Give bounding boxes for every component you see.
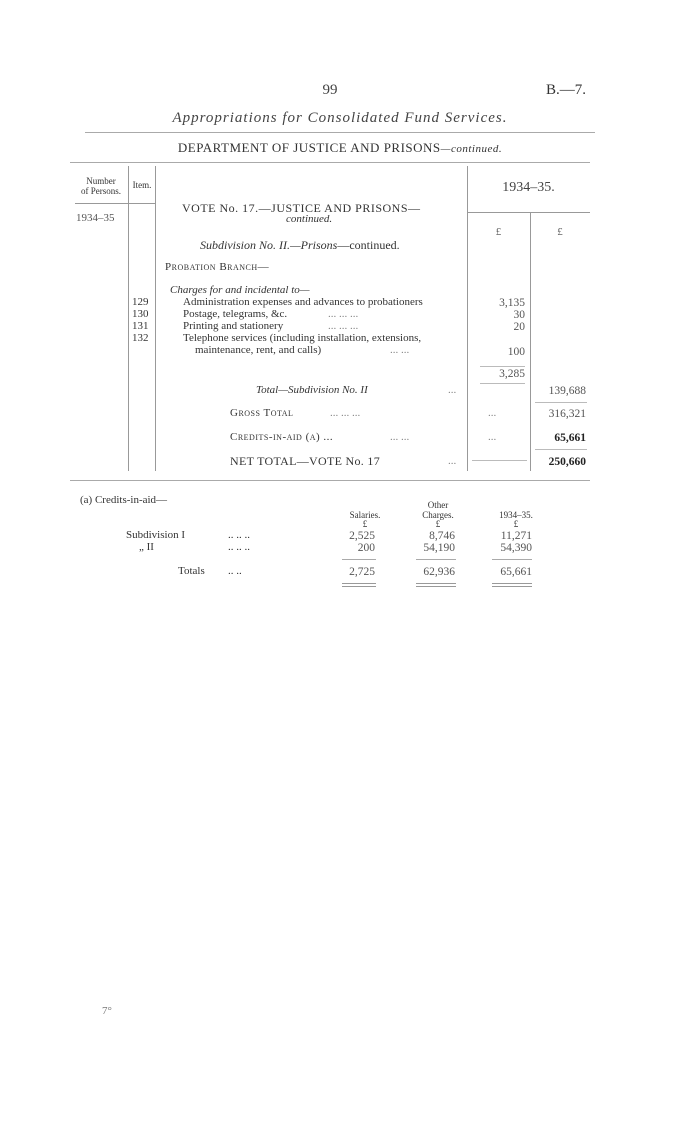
bottom-table-rule xyxy=(70,480,590,481)
footnote-pound: £ xyxy=(435,519,441,529)
pound-column-2: £ xyxy=(557,226,563,238)
pound-column-1: £ xyxy=(495,226,502,238)
persons-header-line1: Number xyxy=(86,176,116,186)
gross-total-value: 316,321 xyxy=(548,408,586,420)
footnote-col-other-line2: Charges. xyxy=(422,510,454,520)
dot-leader: ... xyxy=(488,431,497,443)
item-number: 131 xyxy=(132,320,149,332)
footnote-year-value: 54,390 xyxy=(500,542,532,554)
sum-rule xyxy=(480,366,525,367)
subdivision-suffix: —continued. xyxy=(337,238,400,252)
dot-leader: ... ... xyxy=(390,431,410,443)
item-description: Telephone services (including installation, extensions, xyxy=(183,332,422,344)
dot-leader: ... ... xyxy=(390,344,410,356)
footnote-salaries-total: 2,725 xyxy=(349,566,375,578)
branch-heading: Probation Branch— xyxy=(165,261,270,273)
item-description: Printing and stationery xyxy=(183,320,284,332)
item-description: Postage, telegrams, &c. xyxy=(183,308,288,320)
dot-leader: .. .. .. xyxy=(228,541,250,553)
item-header: Item. xyxy=(132,180,152,190)
persons-header-line2: of Persons. xyxy=(81,186,121,196)
footnote-year-value: 11,271 xyxy=(500,530,532,542)
footnote-other-value: 8,746 xyxy=(429,530,455,542)
footnote-rule xyxy=(342,559,376,560)
title-rule xyxy=(85,132,595,133)
net-rule-left xyxy=(472,460,527,461)
department-suffix: —continued. xyxy=(440,143,503,155)
department-heading xyxy=(0,140,680,156)
item-amount: 30 xyxy=(513,309,525,321)
footnote-col-year: 1934–35. xyxy=(499,510,533,520)
top-table-rule xyxy=(70,162,590,163)
footnote-col-salaries: Salaries. xyxy=(349,510,381,520)
footnote-rule xyxy=(492,559,532,560)
header-rule-left xyxy=(75,203,155,204)
footnote-year-total: 65,661 xyxy=(500,566,532,578)
document-reference: B.—7. xyxy=(546,82,587,98)
page-title: Appropriations for Consolidated Fund Services. xyxy=(172,110,508,126)
col-rule-persons xyxy=(128,166,129,471)
col-rule-amount xyxy=(530,213,531,471)
footnote-salaries-value: 2,525 xyxy=(349,530,375,542)
dot-leader: ... xyxy=(448,455,457,467)
item-description: Administration expenses and advances to probationers xyxy=(183,296,423,308)
printer-mark: 7° xyxy=(102,1005,112,1017)
net-total-value: 250,660 xyxy=(548,456,586,468)
gross-total-label: Gross Total xyxy=(230,407,294,419)
item-amount: 3,135 xyxy=(499,297,525,309)
year-header: 1934–35. xyxy=(502,180,555,195)
sum-rule-lower xyxy=(480,383,525,384)
footnote-pound: £ xyxy=(362,519,368,529)
dot-leader: ... ... ... xyxy=(328,320,359,332)
page-number: 99 xyxy=(322,82,338,98)
footnote-other-value: 54,190 xyxy=(423,542,455,554)
subdivision-name: Subdivision No. II.—Prisons xyxy=(200,238,338,252)
dot-leader: .. .. xyxy=(228,565,242,577)
credits-in-aid-label: Credits-in-aid (a) ... xyxy=(230,431,334,443)
item-amount: 100 xyxy=(507,346,525,358)
footnote-heading: (a) Credits-in-aid— xyxy=(80,494,168,506)
dot-leader: .. .. .. xyxy=(228,529,250,541)
col-rule-item xyxy=(155,166,156,471)
item-amount: 20 xyxy=(513,321,525,333)
subdivision-heading xyxy=(200,238,400,253)
dot-leader: ... ... ... xyxy=(330,407,361,419)
footnote-double-rule xyxy=(492,583,532,587)
footnote-rule xyxy=(416,559,456,560)
footnote-row-label: „ II xyxy=(139,541,154,553)
dot-leader: ... xyxy=(448,384,457,396)
dot-leader: ... ... ... xyxy=(328,308,359,320)
net-rule xyxy=(535,449,587,450)
subdivision-total-value: 139,688 xyxy=(548,385,586,397)
total-rule xyxy=(535,402,587,403)
subdivision-total-label: Total—Subdivision No. II xyxy=(256,384,368,396)
charges-heading: Charges for and incidental to— xyxy=(170,284,310,296)
dot-leader: ... xyxy=(488,407,497,419)
department-name: DEPARTMENT OF JUSTICE AND PRISONS xyxy=(177,140,441,155)
persons-header xyxy=(75,176,127,196)
footnote-col-other-line1: Other xyxy=(427,500,449,510)
footnote-row-label: Subdivision I xyxy=(126,529,185,541)
item-number: 129 xyxy=(132,296,149,308)
item-number: 132 xyxy=(132,332,149,344)
vote-heading-continued: continued. xyxy=(286,213,333,225)
item-number: 130 xyxy=(132,308,149,320)
footnote-double-rule xyxy=(416,583,456,587)
footnote-salaries-value: 200 xyxy=(357,542,375,554)
footnote-other-total: 62,936 xyxy=(423,566,455,578)
vote-heading: VOTE No. 17.—JUSTICE AND PRISONS— xyxy=(182,201,421,215)
net-total-label: NET TOTAL—VOTE No. 17 xyxy=(230,454,380,468)
credits-in-aid-value: 65,661 xyxy=(554,432,586,444)
year-row-label: 1934–35 xyxy=(76,212,115,224)
footnote-double-rule xyxy=(342,583,376,587)
footnote-pound: £ xyxy=(513,519,519,529)
header-rule-right xyxy=(467,212,590,213)
items-sum: 3,285 xyxy=(499,368,525,380)
footnote-totals-label: Totals xyxy=(178,565,205,577)
item-description-continued: maintenance, rent, and calls) xyxy=(195,344,322,356)
